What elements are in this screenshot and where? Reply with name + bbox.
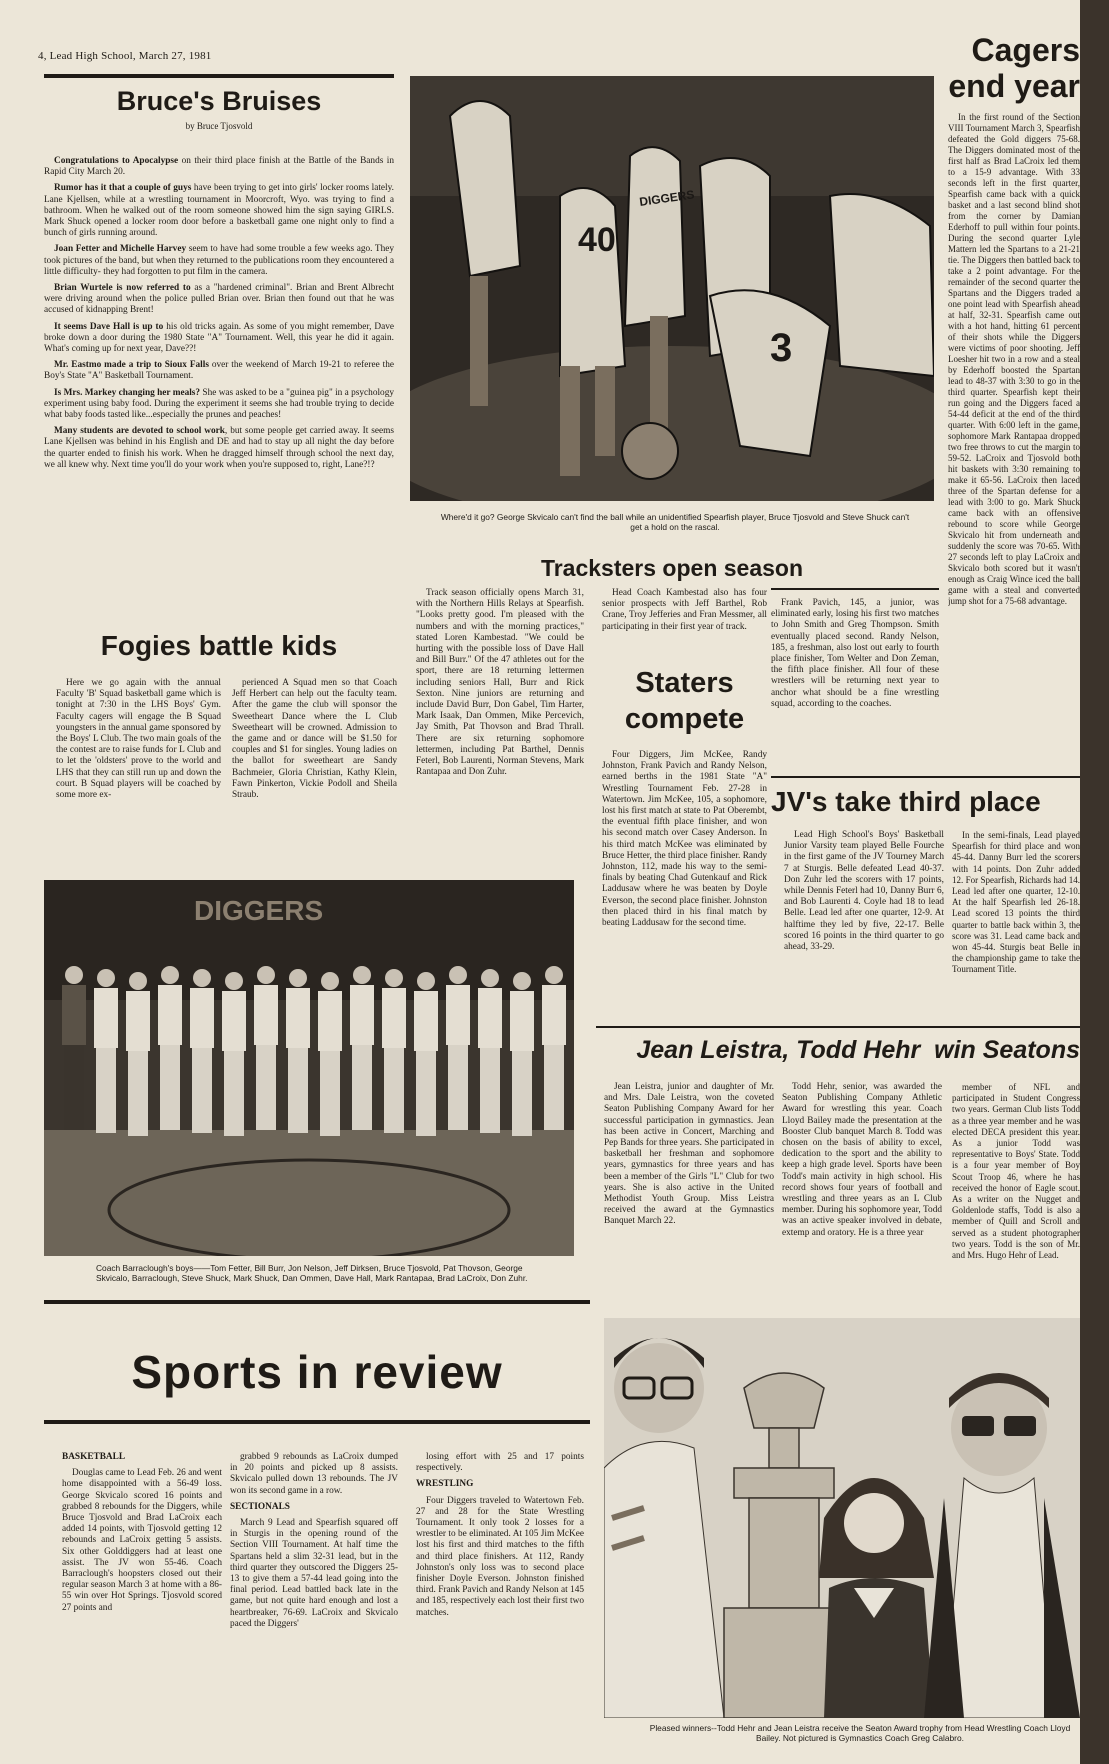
binding-edge [1080, 0, 1109, 1764]
review-basketball-text: Douglas came to Lead Feb. 26 and went home disappointed with a 56-49 loss. George Skvicalo scored 16 points and grabbed 8 rebounds for the Diggers, while Bruce Tjosvold and Brad LaCroix each added 14 points, with Tjosvold getting 12 rebounds and LaCroix getting 5 assists. Six other Golddiggers had at least one assist. The JV won 55-46. Coach Barraclough's hoopsters closed out their regular season March 3 at home with a 86-55 win over Hot Springs. Tjosvold scored 27 points and [62, 1468, 222, 1613]
bruises-item-text: She was asked to be a "guinea pig" in a psychology experiment using baby food. During the experiment it seems she had trouble trying to decide what baby foods tasted like...especially the prunes and peaches! [44, 387, 394, 421]
team-photo [44, 880, 574, 1256]
review-rule-top [44, 1300, 590, 1304]
review-rule-bottom [44, 1420, 590, 1424]
bruises-item-lead: Many students are devoted to school work [54, 426, 225, 437]
jv-column-1 [784, 830, 944, 1015]
bruises-item [44, 283, 394, 317]
fogies-text-1: Here we go again with the annual Faculty 'B' Squad basketball game which is tonight at 7:30 in the LHS Boys' Gym. Faculty cagers will engage the B Squad youngsters in the annual game sponsored by the Boys' L Club. The two main goals of the the contest are to raise funds for L Club and to let the 'oldsters' prove to the world and LHS that they can still run up and down the court. B Squad players will be coached by some more ex- [56, 678, 221, 801]
bruises-item-text: as a "hardened criminal". Brian and Brent Albrecht were driving around when the police pulled Brian over. Brian then found out that he was accused of kidnapping Brent! [44, 283, 394, 316]
bruises-item-lead: Joan Fetter and Michelle Harvey [54, 244, 187, 255]
review-basketball-text-cont: grabbed 9 rebounds as LaCroix dumped in 20 points and picked up 8 assists. Skvicalo pulled down 13 rebounds. The JV won its second game in a row. [230, 1452, 398, 1496]
basketball-action-photo [410, 76, 934, 501]
bruises-item-lead: Brian Wurtele is now referred to [54, 283, 191, 294]
review-column-3 [416, 1452, 584, 1748]
bruises-item-lead: Congratulations to Apocalypse [54, 156, 179, 166]
team-member-figure [414, 972, 438, 1136]
bruises-item-text: on their third place finish at the Battle of the Bands in Rapid City March 20. [44, 156, 394, 178]
tracksters-headline: Tracksters open season [540, 555, 804, 581]
review-sectionals-text: March 9 Lead and Spearfish squared off in Sturgis in the opening round of the Section VIII Tournament. At half time the Spartans held a slim 32-31 lead, but in the third quarter they outscored the Diggers 25-13 to give them a 57-44 lead going into the final period. Lead battled back late in the game, but not quite hard enough and lost a heartbreaker, 76-69. LaCroix and Skvicalo paced the Diggers' [230, 1518, 398, 1629]
bruises-item [44, 183, 394, 239]
bruises-column [44, 156, 394, 608]
tracksters-column-1 [416, 588, 584, 806]
staters-text-1: Four Diggers, Jim McKee, Randy Johnston, Frank Pavich and Randy Nelson, earned berths in the 1981 State "A" Wrestling Tournament Feb. 27-28 in Watertown. Jim McKee, 105, a sophomore, lost his first match at state to Pat Oberembt, the eventual fifth place finisher, and won his second match over Casey Anderson. In his third match McKee was eliminated by Bruce Hetter, the third place finisher. Randy Johnston, 112, made his way to the semi-finals by beating Chad Gutenkauf and Rick Laddusaw where he was beaten by Doyle Everson, the second place finisher. Johnston then placed third in his final match by beating Laddusaw for the second time. [602, 750, 767, 929]
team-member-figure [446, 966, 470, 1130]
jersey-number-40: 40 [578, 221, 616, 259]
team-member-figure [62, 966, 86, 1130]
jv-text-1: Lead High School's Boys' Basketball Junior Varsity team played Belle Fourche in the first game of the JV Tourney March 7 at Sturgis. Belle defeated Lead 40-37. Don Zuhr led the scorers with 17 points, while Dennis Feterl had 10, Danny Burr 6, and Bob Laurenti 4. Coyle had 18 to lead Belle. Lead led after one quarter, 12-9. At halftime they led by five, 22-17. Belle scored 16 points in the third quarter to go ahead, 33-29. [784, 830, 944, 953]
team-member-figure [254, 966, 278, 1130]
team-member-figure [382, 969, 406, 1133]
seatons-headline: Jean Leistra, Todd Hehr win Seatons [636, 1036, 1080, 1064]
jv-headline: JV's take third place [771, 786, 1041, 817]
review-basketball-subhead: BASKETBALL [62, 1452, 126, 1462]
seatons-column-1 [604, 1082, 774, 1312]
action-photo-caption: Where'd it go? George Skvicalo can't find the ball while an unidentified Spearfish player, Bruce Tjosvold and Steve Shuck can't get a hold on the rascal. [440, 512, 910, 532]
fogies-column-1 [56, 678, 221, 850]
bruises-byline: by Bruce Tjosvold [185, 121, 253, 131]
seatons-text-3: member of NFL and participated in Student Congress two years. German Club lists Todd as a three year member and he was elected DECA president this year. As a junior Todd was representative to Boys' State. Todd is a four year member of Boy Scout Troop 46, where he has received the honor of Eagle scout. As a writer on the Nugget and Goldenlode staffs, Todd is also a member of Quill and Scroll and served as a student photographer two years. Todd is the son of Mr. and Mrs. Hugo Hehr of Lead. [952, 1082, 1080, 1261]
staters-headline-line2: compete [624, 703, 745, 735]
bruises-item-lead: Is Mrs. Markey changing her meals? [54, 387, 201, 398]
seatons-rule [596, 1026, 1080, 1028]
team-member-figure [542, 966, 566, 1130]
fogies-column-2 [232, 678, 397, 850]
section-rule [44, 74, 394, 78]
bruises-item-text: , but some people get carried away. It seems Lane Kjellsen was behind in his English and DE and had to stay up all night the day before the quarter ended to finish his work. When he dragged himself through school the next day, we all knew why. Next time you'll do your work when you're supposed to, right, Lane?!? [44, 426, 394, 470]
review-sectionals-text-cont: losing effort with 25 and 17 points respectively. [416, 1452, 584, 1474]
bruises-item [44, 388, 394, 422]
seatons-text-2: Todd Hehr, senior, was awarded the Seaton Publishing Company Athletic Award for wrestling this year. Coach Lloyd Bailey made the presentation at the Booster Club banquet March 8. Todd was chosen on the basis of ability to excel, dedication to the sport and the ability to keep a high grade level. Sports have been Todd's main activity in high school. His record shows four years of football and wrestling and three years as an L Club member. During his sophomore year, Todd was an active speaker involved in debate, extemp and oratory. He is a three year [782, 1082, 942, 1238]
jv-column-2 [952, 830, 1080, 1015]
fogies-text-2: perienced A Squad men so that Coach Jeff Herbert can help out the faculty team. After the game the club will sponsor the Sweetheart Dance where the L Club Sweetheart will be crowned. Admission to the game and or dance will be $1.50 for couples and $1 for singles. Young ladies on the ballot for sweetheart are Sandy Bachmeier, Gloria Christian, Kathy Klein, Fawn Pinkerton, Vickie Podoll and Sheila Straub. [232, 678, 397, 801]
tracksters-text-2: Head Coach Kambestad also has four senior prospects with Jeff Barthel, Rob Crane, Troy Jefferies and Fran Messmer, all participating in their first year of track. [602, 588, 767, 632]
team-member-figure [478, 969, 502, 1133]
seaton-winners-image [604, 1318, 1080, 1718]
team-member-figure [158, 966, 182, 1130]
basketball-action-image [410, 76, 934, 501]
team-member-figure [94, 969, 118, 1133]
team-member-figure [286, 969, 310, 1133]
staters-column-2 [771, 598, 939, 766]
seatons-column-2 [782, 1082, 942, 1312]
bruises-item-text: have been trying to get into girls' locker rooms lately. Lane Kjellsen, while at a wrestling tournament in Moorcroft, Wyo. was trying to find a bathroom. When he walked out of the room someone showed him the sign saying GIRLS. Mark Shuck opened a locker room door before a basketball game one night only to find a bunch of girls running around. [44, 183, 394, 239]
bruises-item-lead: Mr. Eastmo made a trip to Sioux Falls [54, 360, 209, 371]
review-column-1 [62, 1452, 222, 1748]
team-member-figure [318, 972, 342, 1136]
bruises-item-text: seem to have had some trouble a few weeks ago. They took pictures of the band, but when they returned to the publications room they encountered a little difficulty- they had forgotten to put film in the camera. [44, 244, 394, 277]
cagers-headline-line2: end year [948, 68, 1080, 104]
gym-wall-lettering: DIGGERS [194, 895, 324, 926]
tracksters-column-2 [602, 588, 767, 654]
team-member-figure [222, 972, 246, 1136]
staters-column-1 [602, 750, 767, 1032]
seaton-winners-photo [604, 1318, 1080, 1718]
page-folio: 4, Lead High School, March 27, 1981 [38, 50, 212, 62]
team-photo-caption: Coach Barraclough's boys——Tom Fetter, Bill Burr, Jon Nelson, Jeff Dirksen, Bruce Tjosvold, Pat Thovson, George Skvicalo, Barraclough, Steve Shuck, Mark Shuck, Dan Ommen, Dave Hall, Mark Rantapaa, Brad LaCroix, Don Zuhr. [96, 1263, 528, 1283]
bruises-item-lead: Rumor has it that a couple of guys [54, 183, 192, 194]
bruises-item [44, 426, 394, 471]
tracksters-text-1: Track season officially opens March 31, with the Northern Hills Relays at Spearfish. "Looks pretty good. I'm pleased with the numbers and with the morning practices," stated Loren Kambestad. "We could be hurting with the possible loss of Dave Hall and Bill Burr." Of the 47 athletes out for the sport, there are 18 returning lettermen including seniors Hall, Burr and Rick Sexton. Nine juniors are returning and include David Burr, Don Gabel, Tim Harter, Mark Isaak, Dan Ommen, Mike Percevich, Jay Smith, Pat Thovson and Brad Thrall. There are six returning sophomore lettermen, including Pat Barthel, Dennis Feterl, Bob Laurenti, Norman Stevens, Mark Rantapaa and Don Zuhr. [416, 588, 584, 778]
cagers-text: In the first round of the Section VIII Tournament March 3, Spearfish defeated the Gold diggers 75-68. The Diggers dominated most of the first half as Brad LaCroix led them to a 15-9 advantage. With 33 seconds left in the first quarter, Spearfish came back with a quick basket and a last second blind shot from the corner by Damian Ederhoff to pull within four points. During the second quarter Lyle Mattern led the Spartans to a 21-21 tie. The Diggers then battled back to take a 2 point advantage. For the remainder of the second quarter the Spartans and the Diggers traded a one point lead with Spearfish ahead at half, 32-31. Spearfish came out with a hot hand, hitting 61 percent of their shots while the Diggers were victims of poor shooting. Jeff Loesher hit two in a row and a steal by Ederhoff boosted the Spartan lead to 48-37 with 3:30 to go in the third quarter. Spearfish kept their run going and the Diggers faced a 54-44 deficit at the end of the third quarter. With 6:00 left in the game, sophomore Mark Rantapaa dropped two free throws to cut the margin to 59-52. LaCroix and Tjosvold both hit baskets with 3:30 remaining to make it 65-56. LaCroix then laced three of the Spartan defense for a lead with 3:00 to go. Mark Shuck came back with an offensive rebound to score while George Skvicalo hit from underneath and suddenly the score was 70-65. With 27 seconds left to play LaCroix and Skvicalo both scored but it wasn't enough as Craig Wince iced the ball game with a steal and converted jump shot for a 75-68 advantage. [948, 112, 1080, 606]
cagers-column [948, 112, 1080, 800]
review-column-2 [230, 1452, 398, 1748]
bruises-headline: Bruce's Bruises [116, 86, 322, 116]
staters-rule [771, 588, 939, 590]
jersey-number-3: 3 [770, 326, 793, 370]
jv-rule [771, 776, 1080, 778]
staters-headline-line1: Staters [635, 667, 734, 699]
bruises-item-lead: It seems Dave Hall is up to [54, 321, 164, 332]
staters-headline [602, 665, 767, 737]
bruises-item-text: over the weekend of March 19-21 to referee the Boy's State "A" Basketball Tournament. [44, 360, 394, 382]
bruises-item [44, 244, 394, 278]
team-member-figure [510, 972, 534, 1136]
seatons-column-3 [952, 1082, 1080, 1312]
bruises-item [44, 360, 394, 382]
team-member-figure [126, 972, 150, 1136]
bruises-item [44, 156, 394, 178]
staters-text-2: Frank Pavich, 145, a junior, was eliminated early, losing his first two matches to John Smith and Greg Thompson. Smith eventually placed second. Randy Nelson, 185, a freshman, also lost out early to fourth place finisher, Tom Welter and Don Zeman, the fifth place finisher. All four of these wrestlers will be returning next year to anchor what should be a fine wrestling squad, according to the coaches. [771, 598, 939, 709]
seatons-text-1: Jean Leistra, junior and daughter of Mr. and Mrs. Dale Leistra, won the coveted Seaton Publishing Company Award for her successful participation in gymnastics. Jean has been active in Concert, Marching and Pep Bands for three years. She participated in basketball her freshman and sophomore years, gymnastics for three years and has been a member of the Girls "L" Club for two years. She is also active in the United Methodist Youth Group. Miss Leistra received the award at the Gymnastics Banquet March 22. [604, 1082, 774, 1227]
bruises-item-text: his old tricks again. As some of you might remember, Dave broke down a door during the 1980 State "A" Tournament. Well, this year he did it again. What's coming up for next year, Dave??! [44, 321, 394, 355]
jersey-diggers-text: DIGGERS [638, 187, 696, 209]
cagers-headline-line1: Cagers [971, 32, 1080, 68]
review-headline: Sports in review [131, 1346, 503, 1398]
review-wrestling-text: Four Diggers traveled to Watertown Feb. 27 and 28 for the State Wrestling Tournament. It only took 2 losses for a wrestler to be eliminated. At 105 Jim McKee lost his first and third matches to the fifth and third place finishers. At 112, Randy Johnston's only loss was to second place finisher Doyle Everson. Johnston finished third. Frank Pavich and Randy Nelson at 145 and 185, respectively each lost their first two matches. [416, 1495, 584, 1618]
seaton-photo-caption: Pleased winners--Todd Hehr and Jean Leistra receive the Seaton Award trophy from Head Wrestling Coach Lloyd Bailey. Not pictured is Gymnastics Coach Greg Calabro. [649, 1723, 1071, 1743]
review-sectionals-subhead: SECTIONALS [230, 1501, 290, 1512]
jv-text-2: In the semi-finals, Lead played Spearfish for third place and won 45-44. Danny Burr led the scorers with 14 points. Don Zuhr added 12. For Spearfish, Richards had 14. Lead led after one quarter, 12-10. At the half Spearfish led 26-18. Lead scored 13 points the third quarter to battle back within 3, the score was 31. Lead came back and won 45-44. Sturgis beat Belle in the championship game to take the Tournament Title. [952, 830, 1080, 975]
cagers-headline [940, 32, 1080, 104]
team-member-figure [350, 966, 374, 1130]
team-photo-image [44, 880, 574, 1256]
bruises-item [44, 322, 394, 356]
fogies-headline: Fogies battle kids [100, 630, 338, 661]
review-wrestling-subhead: WRESTLING [416, 1479, 474, 1490]
team-member-figure [190, 969, 214, 1133]
